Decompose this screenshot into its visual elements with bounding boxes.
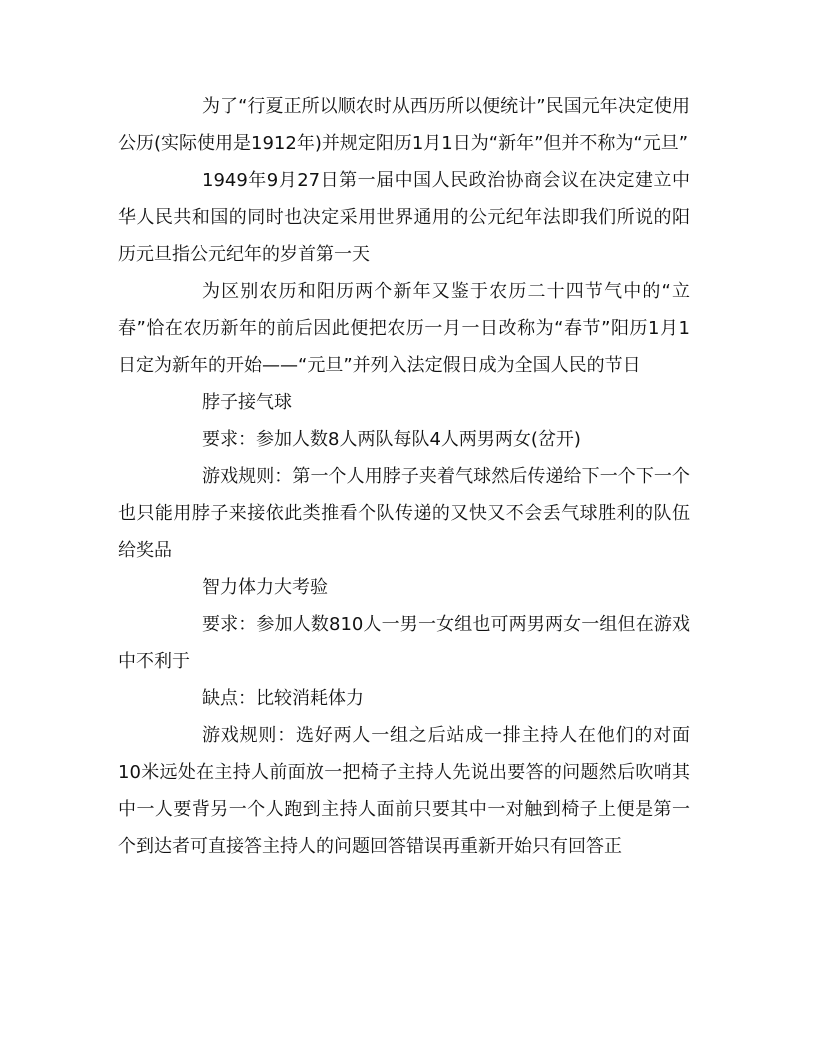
game-title-neck-balloon: 脖子接气球 [202, 392, 292, 413]
game-rules-intelligence-strength: 游戏规则：选好两人一组之后站成一排主持人在他们的对面10米远处在主持人前面放一把椅子主持人先说出要答的问题然后吹哨其中一人要背另一个人跑到主持人面前只要其中一对触到椅子上便是第一个到达者可直接答主持人的问题回答错误再重新开始只有回答正 [118, 725, 690, 857]
paragraph-yuan-calendar-adoption: 为了“行夏正所以顺农时从西历所以便统计”民国元年决定使用公历(实际使用是1912年)并规定阳历1月1日为“新年”但并不称为“元旦” [118, 96, 690, 154]
game-drawback-intelligence-strength: 缺点：比较消耗体力 [202, 688, 364, 709]
game-requirement-intelligence-strength: 要求：参加人数810人一男一女组也可两男两女一组但在游戏中不利于 [118, 614, 690, 672]
game-requirement-neck-balloon: 要求：参加人数8人两队每队4人两男两女(岔开) [202, 429, 581, 450]
paragraph-1949-conference: 1949年9月27日第一届中国人民政治协商会议在决定建立中华人民共和国的同时也决定采用世界通用的公元纪年法即我们所说的阳历元旦指公元纪年的岁首第一天 [118, 170, 690, 265]
paragraph-spring-festival-naming: 为区别农历和阳历两个新年又鉴于农历二十四节气中的“立春”恰在农历新年的前后因此便把农历一月一日改称为“春节”阳历1月1日定为新年的开始——“元旦”并列入法定假日成为全国人民的节日 [118, 281, 690, 376]
document-body [118, 88, 690, 865]
game-title-intelligence-strength: 智力体力大考验 [202, 577, 328, 598]
game-rules-neck-balloon: 游戏规则：第一个人用脖子夹着气球然后传递给下一个下一个也只能用脖子来接依此类推看个队传递的又快又不会丢气球胜利的队伍给奖品 [118, 466, 690, 561]
